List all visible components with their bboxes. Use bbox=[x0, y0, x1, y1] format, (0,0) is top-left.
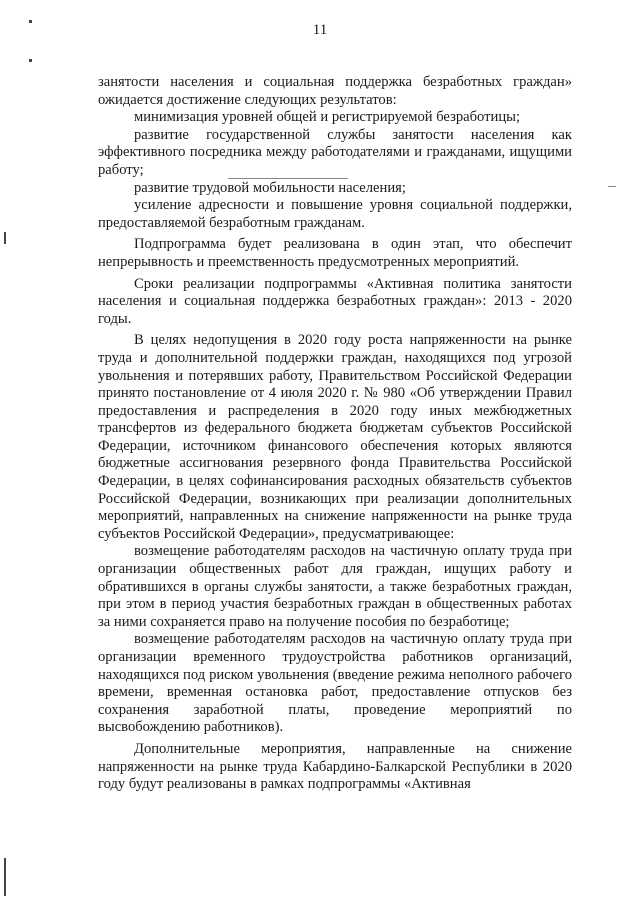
document-body bbox=[98, 74, 572, 794]
paragraph: усиление адресности и повышение уровня социальной поддержки, предоставляемой безработным гражданам. bbox=[98, 197, 572, 231]
scan-mark bbox=[29, 20, 32, 23]
paragraph: занятости населения и социальная поддержка безработных граждан» ожидается достижение следующих результатов: bbox=[98, 74, 572, 108]
paragraph: Дополнительные мероприятия, направленные на снижение напряженности на рынке труда Кабардино-Балкарской Республики в 2020 году будут реализованы в рамках подпрограммы «Активная bbox=[98, 740, 572, 793]
paragraph: возмещение работодателям расходов на частичную оплату труда при организации временного трудоустройства работников организаций, находящихся под риском увольнения (введение режима неполного рабочего времени, временная остановка работ, предоставление отпусков без сохранения заработной платы, проведение мероприятий по высвобождению работников). bbox=[98, 631, 572, 736]
scan-mark bbox=[29, 59, 32, 62]
paragraph: В целях недопущения в 2020 году роста напряженности на рынке труда и дополнительной поддержки граждан, находящихся под угрозой увольнения и потерявших работу, Правительством Российской Федерации принято постановление от 4 июля 2020 г. № 980 «Об утверждении Правил предоставления и распределения в 2020 году иных межбюджетных трансфертов из федерального бюджета бюджетам субъектов Российской Федерации, источником финансового обеспечения которых являются бюджетные ассигнования резервного фонда Правительства Российской Федерации, в целях софинансирования расходных обязательств субъектов Российской Федерации, возникающих при реализации дополнительных мероприятий, направленных на снижение напряженности на рынке труда субъектов Российской Федерации», предусматривающее: bbox=[98, 332, 572, 542]
scan-mark bbox=[4, 232, 6, 244]
scan-mark bbox=[4, 858, 6, 896]
paragraph: Подпрограмма будет реализована в один этап, что обеспечит непрерывность и преемственность предусмотренных мероприятий. bbox=[98, 236, 572, 270]
paragraph: минимизация уровней общей и регистрируемой безработицы; bbox=[134, 109, 521, 126]
paragraph: Сроки реализации подпрограммы «Активная политика занятости населения и социальная поддержка безработных граждан»: 2013 - 2020 годы. bbox=[98, 275, 572, 327]
paragraph: развитие трудовой мобильности населения; bbox=[134, 179, 406, 196]
paragraph: возмещение работодателям расходов на частичную оплату труда при организации общественных работ для граждан, ищущих работу и обратившихся в органы службы занятости, а также безработных граждан, при этом в период участия безработных граждан в общественных работах за ними сохраняется право на получение пособия по безработице; bbox=[98, 543, 572, 630]
paragraph: развитие государственной службы занятости населения как эффективного посредника между работодателями и гражданами, ищущими работу; bbox=[98, 126, 572, 178]
scan-mark bbox=[608, 186, 616, 187]
page-number: 11 bbox=[312, 22, 328, 38]
